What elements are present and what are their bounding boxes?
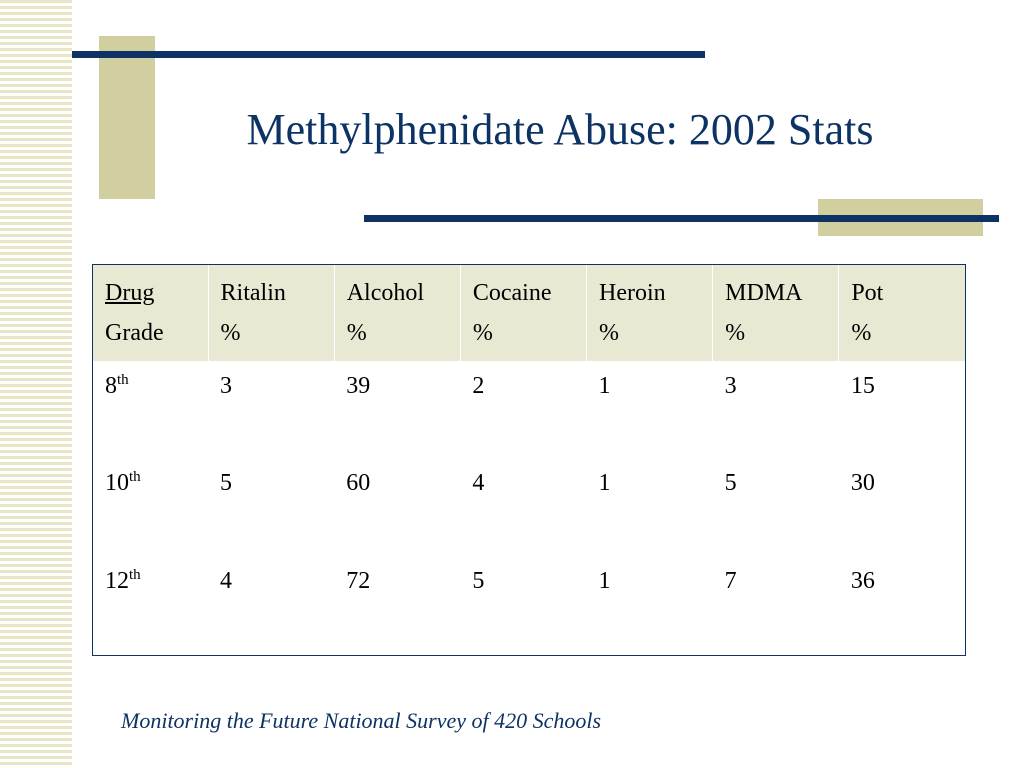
header-ritalin [208, 265, 334, 361]
header-grade-label: Grade [105, 320, 164, 346]
header-unit: % [472, 320, 493, 346]
table-row [93, 458, 965, 556]
header-alcohol [334, 265, 460, 361]
header-drug-grade [93, 265, 208, 361]
value-cell: 36 [850, 568, 875, 594]
grade-suffix: th [129, 567, 141, 583]
header-name: Alcohol [346, 280, 425, 306]
header-unit: % [599, 320, 620, 346]
value-cell: 5 [220, 470, 233, 496]
value-cell: 39 [346, 373, 371, 399]
header-cocaine [460, 265, 586, 361]
value-cell: 3 [220, 373, 233, 399]
title-underline-bar [364, 215, 999, 222]
value-cell: 30 [850, 470, 875, 496]
header-unit: % [220, 320, 241, 346]
header-name: MDMA [725, 280, 803, 306]
value-cell: 1 [598, 373, 611, 399]
grade-suffix: th [129, 469, 141, 485]
header-unit: % [725, 320, 746, 346]
grade-suffix: th [117, 372, 129, 388]
header-pot [839, 265, 965, 361]
value-cell: 5 [472, 568, 485, 594]
table-row [93, 361, 965, 458]
grade-number: 10 [105, 470, 129, 496]
table-row [93, 556, 965, 654]
header-name: Ritalin [220, 280, 286, 306]
value-cell: 4 [472, 470, 485, 496]
value-cell: 3 [724, 373, 737, 399]
grade-cell [93, 458, 208, 556]
grade-cell [93, 556, 208, 654]
slide-title: Methylphenidate Abuse: 2002 Stats [246, 105, 874, 154]
value-cell: 7 [724, 568, 737, 594]
grade-number: 12 [105, 568, 129, 594]
grade-cell [93, 361, 208, 458]
header-mdma [713, 265, 839, 361]
header-name: Heroin [599, 280, 666, 306]
stats-table [93, 265, 965, 654]
value-cell: 1 [598, 568, 611, 594]
table-header-row [93, 265, 965, 361]
left-stripe-decoration [0, 0, 72, 768]
header-name: Pot [851, 280, 884, 306]
value-cell: 2 [472, 373, 485, 399]
header-heroin [587, 265, 713, 361]
header-drug-label: Drug [105, 280, 155, 306]
value-cell: 1 [598, 470, 611, 496]
header-name: Cocaine [472, 280, 552, 306]
value-cell: 5 [724, 470, 737, 496]
header-unit: % [346, 320, 367, 346]
value-cell: 15 [850, 373, 875, 399]
source-citation: Monitoring the Future National Survey of 420 Schools [121, 708, 602, 733]
value-cell: 60 [346, 470, 371, 496]
grade-number: 8 [105, 373, 117, 399]
header-unit: % [851, 320, 872, 346]
value-cell: 4 [220, 568, 233, 594]
top-accent-bar [72, 51, 705, 58]
value-cell: 72 [346, 568, 371, 594]
tan-accent-block-top [99, 36, 155, 199]
stats-table-container [92, 264, 966, 656]
